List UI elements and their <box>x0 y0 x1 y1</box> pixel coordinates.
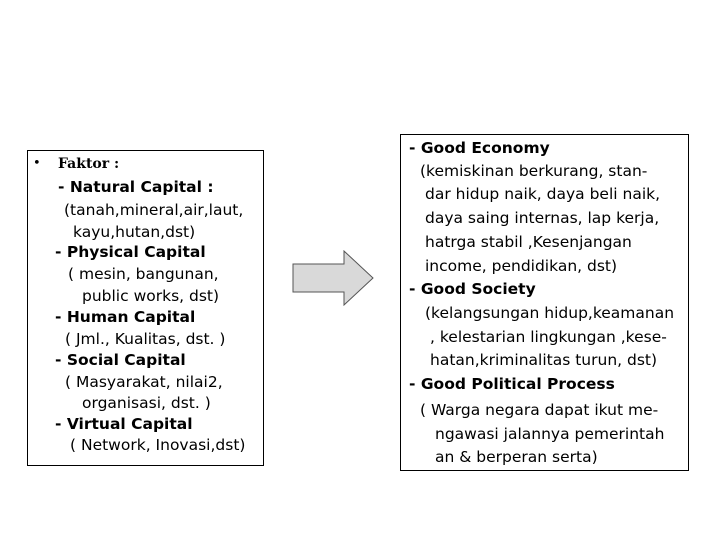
good-political-process-heading: - Good Political Process <box>409 375 615 393</box>
good-society-detail-2: , kelestarian lingkungan ,kese- <box>430 328 667 346</box>
human-capital-heading: - Human Capital <box>55 308 196 326</box>
good-political-detail-1: ( Warga negara dapat ikut me- <box>420 401 659 419</box>
good-economy-detail-3: daya saing internas, lap kerja, <box>425 209 660 227</box>
good-political-detail-2: ngawasi jalannya pemerintah <box>435 425 665 443</box>
good-economy-detail-1: (kemiskinan berkurang, stan- <box>420 162 648 180</box>
human-capital-detail: ( Jml., Kualitas, dst. ) <box>65 330 226 348</box>
good-economy-detail-2: dar hidup naik, daya beli naik, <box>425 185 661 203</box>
natural-capital-detail-1: (tanah,mineral,air,laut, <box>64 201 244 219</box>
social-capital-heading: - Social Capital <box>55 351 186 369</box>
good-economy-heading: - Good Economy <box>409 139 550 157</box>
natural-capital-detail-2: kayu,hutan,dst) <box>73 223 196 241</box>
good-society-detail-1: (kelangsungan hidup,keamanan <box>425 304 675 322</box>
physical-capital-detail-2: public works, dst) <box>82 287 220 305</box>
virtual-capital-heading: - Virtual Capital <box>55 415 193 433</box>
good-economy-detail-4: hatrga stabil ,Kesenjangan <box>425 233 632 251</box>
good-political-detail-3: an & berperan serta) <box>435 448 598 466</box>
virtual-capital-detail: ( Network, Inovasi,dst) <box>70 436 246 454</box>
natural-capital-heading: - Natural Capital : <box>58 178 214 196</box>
right-arrow-icon <box>292 250 374 306</box>
good-society-detail-3: hatan,kriminalitas turun, dst) <box>430 351 658 369</box>
faktor-heading: Faktor : <box>58 156 120 172</box>
good-economy-detail-5: income, pendidikan, dst) <box>425 257 618 275</box>
bullet-icon: • <box>33 156 41 171</box>
social-capital-detail-2: organisasi, dst. ) <box>82 394 211 412</box>
physical-capital-heading: - Physical Capital <box>55 243 206 261</box>
social-capital-detail-1: ( Masyarakat, nilai2, <box>65 373 223 391</box>
good-society-heading: - Good Society <box>409 280 536 298</box>
physical-capital-detail-1: ( mesin, bangunan, <box>68 265 219 283</box>
